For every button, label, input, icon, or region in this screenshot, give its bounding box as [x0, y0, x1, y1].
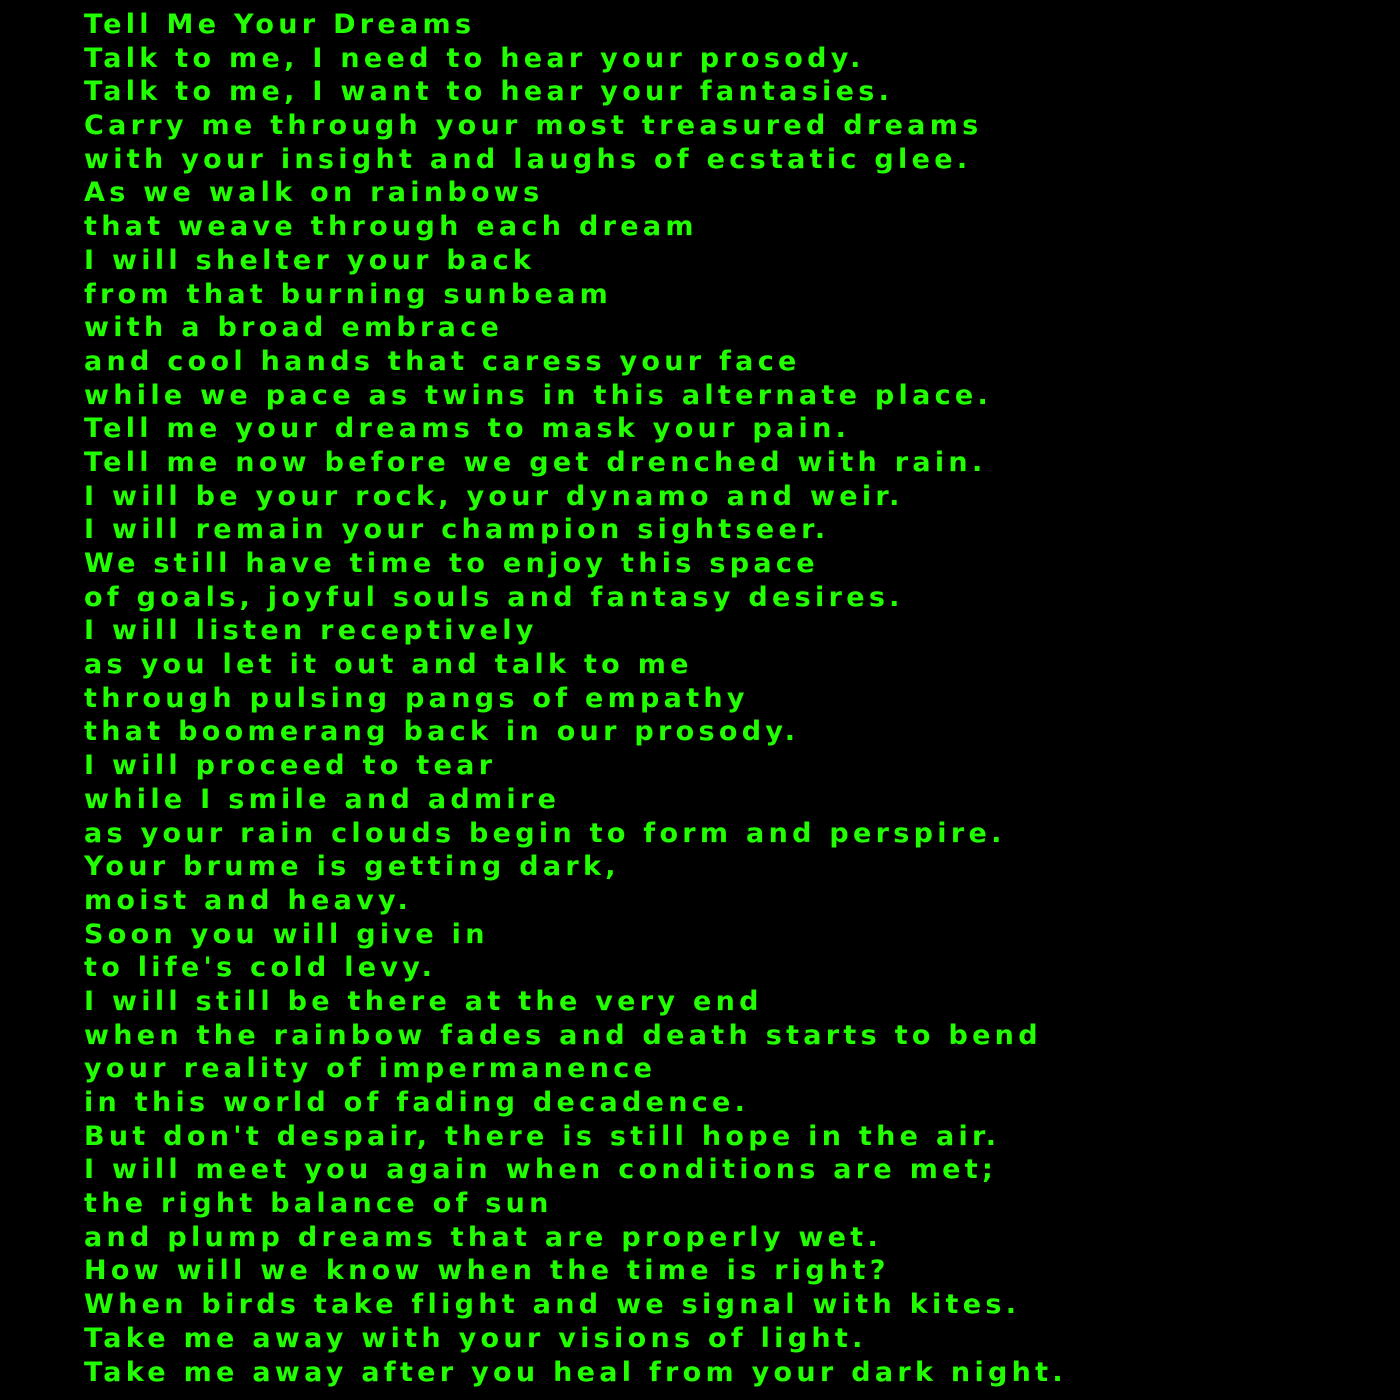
poem-line: How will we know when the time is right?: [84, 1255, 890, 1287]
poem-line: But don't despair, there is still hope in the air.: [84, 1120, 1001, 1152]
poem-line: I will remain your champion sightseer.: [84, 514, 830, 546]
poem-line: while I smile and admire: [84, 783, 561, 815]
poem-line: and plump dreams that are properly wet.: [84, 1221, 883, 1253]
poem-line: through pulsing pangs of empathy: [84, 682, 749, 714]
poem-line: Talk to me, I need to hear your prosody.: [84, 42, 865, 74]
poem-line: that boomerang back in our prosody.: [84, 716, 800, 748]
poem-line: I will listen receptively: [84, 615, 538, 647]
poem-line: I will proceed to tear: [84, 750, 497, 782]
poem-line: I will still be there at the very end: [84, 985, 763, 1017]
poem-line: Talk to me, I want to hear your fantasies.: [84, 76, 894, 108]
poem-line: I will be your rock, your dynamo and weir.: [84, 480, 904, 512]
poem-line: We still have time to enjoy this space: [84, 548, 819, 579]
poem-line: the right balance of sun: [84, 1188, 553, 1220]
poem-line: Tell me your dreams to mask your pain.: [84, 413, 851, 445]
poem-line: of goals, joyful souls and fantasy desires.: [84, 581, 904, 613]
poem-line: in this world of fading decadence.: [84, 1087, 750, 1118]
poem-line: as you let it out and talk to me: [84, 649, 693, 681]
poem-text-block: [84, 8, 1384, 1389]
poem-line: while we pace as twins in this alternate place.: [84, 379, 993, 411]
poem-line: moist and heavy.: [84, 884, 413, 916]
poem-line: Take me away after you heal from your dark night.: [84, 1356, 1067, 1388]
poem-line: Your brume is getting dark,: [84, 851, 620, 883]
poem-line: your reality of impermanence: [84, 1053, 657, 1085]
poem-line: as your rain clouds begin to form and perspire.: [84, 817, 1006, 849]
poem-line: I will meet you again when conditions are met;: [84, 1154, 998, 1186]
poem-line: Soon you will give in: [84, 918, 489, 950]
poem-line: When birds take flight and we signal with kites.: [84, 1289, 1021, 1321]
poem-line: that weave through each dream: [84, 211, 698, 243]
poem-line: As we walk on rainbows: [84, 177, 544, 209]
poem-line: Carry me through your most treasured dreams: [84, 110, 983, 142]
poem-line: with your insight and laughs of ecstatic glee.: [84, 143, 972, 175]
poem-line: from that burning sunbeam: [84, 278, 613, 310]
poem-title: Tell Me Your Dreams: [84, 9, 476, 40]
poem-line: Take me away with your visions of light.: [84, 1322, 867, 1354]
poem-line: to life's cold levy.: [84, 952, 437, 984]
poem-line: Tell me now before we get drenched with rain.: [84, 446, 987, 478]
poem-line: with a broad embrace: [84, 312, 504, 344]
poem-line: and cool hands that caress your face: [84, 345, 801, 377]
poem-line: when the rainbow fades and death starts to bend: [84, 1019, 1042, 1051]
poem-line: I will shelter your back: [84, 244, 536, 276]
